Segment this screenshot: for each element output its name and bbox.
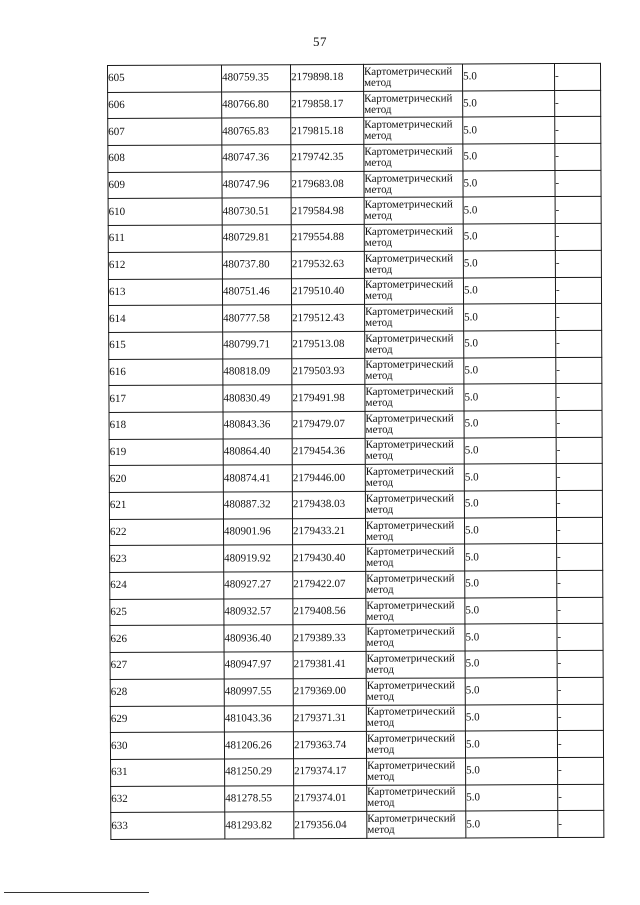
y-coordinate-cell: 2179446.00 [292, 465, 365, 492]
method-name: Картометрический [364, 225, 454, 238]
note-cell: - [555, 250, 601, 277]
method-name: Картометрический [364, 252, 454, 265]
method-name: Картометрический [364, 92, 453, 105]
point-number-cell: 618 [109, 412, 223, 439]
x-coordinate-cell: 480747.36 [222, 145, 291, 172]
point-number-cell: 617 [109, 385, 223, 412]
method-cell [364, 117, 463, 144]
note-cell: - [557, 597, 603, 624]
accuracy-cell: 5.0 [465, 597, 557, 624]
method-word: метод [364, 156, 392, 169]
point-number-cell: 613 [108, 278, 222, 305]
x-coordinate-cell: 480919.92 [224, 545, 293, 572]
x-coordinate-cell: 480927.27 [224, 572, 293, 599]
point-number-cell: 633 [111, 812, 225, 839]
method-cell [367, 811, 466, 838]
method-cell [366, 598, 465, 625]
table-row [110, 731, 603, 760]
method-name: Картометрический [367, 785, 456, 799]
method-word: метод [366, 690, 395, 703]
method-cell [365, 331, 464, 358]
y-coordinate-cell: 2179815.18 [291, 118, 364, 145]
accuracy-cell: 5.0 [464, 517, 556, 544]
method-cell [366, 678, 465, 705]
accuracy-cell: 5.0 [463, 197, 555, 224]
x-coordinate-cell: 480874.41 [223, 465, 292, 492]
x-coordinate-cell: 480901.96 [223, 518, 292, 545]
note-cell: - [555, 170, 601, 197]
note-cell: - [556, 437, 602, 464]
y-coordinate-cell: 2179381.41 [293, 652, 366, 679]
method-word: метод [366, 583, 394, 596]
method-cell [364, 144, 463, 171]
accuracy-cell: 5.0 [463, 144, 555, 171]
table-row [110, 544, 603, 573]
x-coordinate-cell: 480766.80 [222, 91, 291, 118]
method-name: Картометрический [364, 145, 453, 158]
accuracy-cell: 5.0 [464, 464, 556, 491]
note-cell: - [555, 143, 601, 170]
note-cell: - [556, 517, 602, 544]
method-word: метод [364, 236, 393, 249]
method-word: метод [366, 663, 394, 676]
coordinates-table [107, 63, 604, 840]
point-number-cell: 610 [108, 198, 222, 225]
method-cell [365, 358, 464, 385]
y-coordinate-cell: 2179532.63 [291, 251, 364, 278]
table-row [108, 143, 601, 172]
method-cell [365, 464, 464, 491]
y-coordinate-cell: 2179433.21 [292, 518, 365, 545]
note-cell: - [556, 464, 602, 491]
method-cell [366, 731, 465, 758]
point-number-cell: 627 [110, 652, 224, 679]
method-word: метод [364, 129, 392, 143]
y-coordinate-cell: 2179422.07 [293, 571, 366, 598]
method-name: Картометрический [366, 679, 455, 692]
point-number-cell: 619 [109, 439, 223, 466]
x-coordinate-cell: 480729.81 [222, 225, 291, 252]
method-name: Картометрический [365, 385, 454, 398]
method-word: метод [366, 556, 394, 570]
x-coordinate-cell: 480751.46 [222, 278, 291, 305]
x-coordinate-cell: 481278.55 [225, 785, 294, 812]
point-number-cell: 623 [110, 545, 224, 572]
note-cell: - [556, 410, 602, 437]
method-name: Картометрический [365, 519, 455, 532]
x-coordinate-cell: 480730.51 [222, 198, 291, 225]
y-coordinate-cell: 2179742.35 [291, 144, 364, 171]
x-coordinate-cell: 480777.58 [223, 305, 292, 332]
method-cell [366, 624, 465, 651]
table-row [108, 63, 601, 92]
method-name: Картометрический [366, 625, 455, 639]
y-coordinate-cell: 2179408.56 [293, 598, 366, 625]
x-coordinate-cell: 481043.36 [224, 705, 293, 732]
method-cell [364, 171, 463, 198]
coordinates-table-body [108, 63, 604, 839]
footnote-rule [4, 892, 149, 893]
y-coordinate-cell: 2179510.40 [291, 278, 364, 305]
method-cell [366, 571, 465, 598]
note-cell: - [557, 677, 603, 704]
note-cell: - [558, 784, 604, 811]
table-row [111, 811, 604, 840]
note-cell: - [557, 570, 603, 597]
x-coordinate-cell: 480799.71 [223, 332, 292, 359]
accuracy-cell: 5.0 [466, 784, 558, 811]
y-coordinate-cell: 2179374.01 [294, 785, 367, 812]
method-word: метод [364, 183, 392, 196]
method-word: метод [366, 637, 394, 650]
x-coordinate-cell: 480830.49 [223, 385, 292, 412]
method-name: Картометрический [366, 572, 455, 585]
point-number-cell: 631 [111, 759, 225, 786]
x-coordinate-cell: 480947.97 [224, 652, 293, 679]
method-cell [365, 411, 464, 438]
x-coordinate-cell: 481250.29 [225, 759, 294, 786]
accuracy-cell: 5.0 [465, 731, 557, 758]
point-number-cell: 615 [109, 332, 223, 359]
method-word: метод [365, 450, 394, 463]
note-cell: - [557, 624, 603, 651]
point-number-cell: 607 [108, 118, 222, 145]
table-row [109, 304, 602, 333]
method-cell [366, 544, 465, 571]
method-name: Картометрический [365, 465, 455, 479]
y-coordinate-cell: 2179356.04 [294, 812, 367, 839]
method-word: метод [365, 476, 394, 490]
method-cell [364, 91, 463, 118]
method-cell [366, 704, 465, 731]
note-cell: - [555, 223, 601, 250]
table-row [110, 677, 603, 706]
point-number-cell: 630 [110, 732, 224, 759]
x-coordinate-cell: 480887.32 [223, 492, 292, 519]
method-word: метод [365, 343, 393, 356]
point-number-cell: 620 [109, 465, 223, 492]
accuracy-cell: 5.0 [464, 410, 556, 437]
point-number-cell: 606 [108, 92, 222, 119]
point-number-cell: 622 [109, 519, 223, 546]
table-row [109, 410, 602, 439]
method-cell [364, 251, 463, 278]
x-coordinate-cell: 480747.96 [222, 171, 291, 198]
table-row [108, 117, 601, 146]
method-cell [365, 518, 464, 545]
y-coordinate-cell: 2179371.31 [293, 705, 366, 732]
table-row [110, 704, 603, 733]
method-name: Картометрический [366, 545, 455, 559]
table-row [109, 517, 602, 546]
method-name: Картометрический [365, 492, 455, 505]
accuracy-cell: 5.0 [464, 357, 556, 384]
y-coordinate-cell: 2179513.08 [292, 331, 365, 358]
point-number-cell: 632 [111, 786, 225, 813]
point-number-cell: 609 [108, 172, 222, 199]
table-row [109, 490, 602, 519]
y-coordinate-cell: 2179430.40 [293, 545, 366, 572]
method-word: метод [364, 263, 393, 276]
method-cell [365, 384, 464, 411]
accuracy-cell: 5.0 [463, 90, 555, 117]
point-number-cell: 628 [110, 679, 224, 706]
accuracy-cell: 5.0 [465, 651, 557, 678]
accuracy-cell: 5.0 [465, 544, 557, 571]
accuracy-cell: 5.0 [463, 277, 555, 304]
point-number-cell: 612 [108, 252, 222, 279]
note-cell: - [557, 731, 603, 758]
table-row [108, 197, 601, 226]
point-number-cell: 614 [109, 305, 223, 332]
y-coordinate-cell: 2179491.98 [292, 385, 365, 412]
method-word: метод [366, 610, 394, 623]
y-coordinate-cell: 2179479.07 [292, 411, 365, 438]
table-row [110, 624, 603, 653]
accuracy-cell: 5.0 [462, 64, 554, 91]
method-word: метод [367, 823, 395, 836]
y-coordinate-cell: 2179584.98 [291, 198, 364, 225]
method-word: метод [366, 743, 395, 756]
method-name: Картометрический [366, 599, 455, 612]
method-name: Картометрический [365, 305, 454, 318]
accuracy-cell: 5.0 [464, 437, 556, 464]
x-coordinate-cell: 480737.80 [222, 252, 291, 279]
point-number-cell: 625 [110, 599, 224, 626]
x-coordinate-cell: 480818.09 [223, 358, 292, 385]
note-cell: - [556, 304, 602, 331]
table-row [109, 464, 602, 493]
method-cell [364, 197, 463, 224]
point-number-cell: 621 [109, 492, 223, 519]
note-cell: - [557, 704, 603, 731]
table-row [109, 330, 602, 359]
table-row [108, 90, 601, 119]
y-coordinate-cell: 2179438.03 [292, 491, 365, 518]
method-name: Картометрический [366, 705, 456, 719]
accuracy-cell: 5.0 [464, 491, 556, 518]
note-cell: - [556, 357, 602, 384]
note-cell: - [556, 384, 602, 411]
table-row [109, 357, 602, 386]
accuracy-cell: 5.0 [465, 571, 557, 598]
note-cell: - [557, 544, 603, 571]
table-row [108, 250, 601, 279]
x-coordinate-cell: 480932.57 [224, 598, 293, 625]
table-row [109, 437, 602, 466]
x-coordinate-cell: 481206.26 [224, 732, 293, 759]
method-name: Картометрический [366, 732, 456, 745]
y-coordinate-cell: 2179454.36 [292, 438, 365, 465]
method-word: метод [364, 290, 393, 303]
page-number: 57 [313, 34, 327, 49]
method-word: метод [364, 76, 392, 89]
method-cell [367, 785, 466, 812]
note-cell: - [555, 197, 601, 224]
y-coordinate-cell: 2179369.00 [293, 678, 366, 705]
x-coordinate-cell: 480843.36 [223, 412, 292, 439]
note-cell: - [556, 330, 602, 357]
table-row [108, 170, 601, 199]
note-cell: - [555, 117, 601, 144]
y-coordinate-cell: 2179898.18 [291, 64, 364, 91]
table-row [109, 384, 602, 413]
method-name: Картометрический [364, 172, 453, 185]
note-cell: - [555, 90, 601, 117]
y-coordinate-cell: 2179512.43 [292, 305, 365, 332]
point-number-cell: 616 [109, 359, 223, 386]
accuracy-cell: 5.0 [465, 704, 557, 731]
x-coordinate-cell: 480765.83 [222, 118, 291, 145]
accuracy-cell: 5.0 [464, 384, 556, 411]
method-word: метод [366, 717, 395, 730]
method-cell [364, 224, 463, 251]
method-name: Картометрический [365, 358, 454, 372]
method-cell [364, 277, 463, 304]
method-word: метод [365, 503, 394, 516]
method-name: Картометрический [365, 412, 454, 425]
method-cell [365, 304, 464, 331]
method-word: метод [365, 316, 393, 329]
table-row [111, 784, 604, 813]
accuracy-cell: 5.0 [466, 811, 558, 838]
table-row [108, 223, 601, 252]
method-cell [365, 491, 464, 518]
x-coordinate-cell: 480864.40 [223, 438, 292, 465]
method-name: Картометрический [364, 278, 454, 292]
point-number-cell: 605 [108, 65, 222, 92]
accuracy-cell: 5.0 [463, 170, 555, 197]
note-cell: - [556, 490, 602, 517]
method-name: Картометрический [366, 652, 455, 665]
accuracy-cell: 5.0 [463, 117, 555, 144]
table-row [110, 570, 603, 599]
method-word: метод [367, 797, 395, 810]
x-coordinate-cell: 480997.55 [224, 679, 293, 706]
table-row [111, 757, 604, 786]
method-name: Картометрический [364, 198, 453, 212]
y-coordinate-cell: 2179389.33 [293, 625, 366, 652]
y-coordinate-cell: 2179858.17 [291, 91, 364, 118]
accuracy-cell: 5.0 [466, 757, 558, 784]
method-name: Картометрический [365, 438, 454, 452]
method-name: Картометрический [364, 118, 453, 132]
method-cell [367, 758, 466, 785]
point-number-cell: 629 [110, 705, 224, 732]
table-row [110, 650, 603, 679]
accuracy-cell: 5.0 [464, 304, 556, 331]
y-coordinate-cell: 2179554.88 [291, 225, 364, 252]
accuracy-cell: 5.0 [465, 624, 557, 651]
y-coordinate-cell: 2179374.17 [294, 758, 367, 785]
method-name: Картометрический [367, 812, 456, 825]
note-cell: - [554, 63, 600, 90]
method-word: метод [365, 396, 393, 409]
point-number-cell: 624 [110, 572, 224, 599]
point-number-cell: 608 [108, 145, 222, 172]
method-word: метод [364, 103, 392, 116]
method-word: метод [364, 210, 392, 223]
y-coordinate-cell: 2179683.08 [291, 171, 364, 198]
method-word: метод [365, 423, 393, 436]
x-coordinate-cell: 480936.40 [224, 625, 293, 652]
accuracy-cell: 5.0 [463, 250, 555, 277]
method-cell [365, 438, 464, 465]
point-number-cell: 611 [108, 225, 222, 252]
method-word: метод [367, 770, 395, 783]
method-word: метод [365, 370, 393, 383]
x-coordinate-cell: 481293.82 [225, 812, 294, 839]
table-row [108, 277, 601, 306]
note-cell: - [555, 277, 601, 304]
method-name: Картометрический [364, 65, 453, 78]
accuracy-cell: 5.0 [463, 224, 555, 251]
note-cell: - [558, 811, 604, 838]
accuracy-cell: 5.0 [464, 330, 556, 357]
x-coordinate-cell: 480759.35 [222, 65, 291, 92]
accuracy-cell: 5.0 [465, 677, 557, 704]
y-coordinate-cell: 2179363.74 [293, 732, 366, 759]
method-name: Картометрический [367, 759, 456, 772]
method-name: Картометрический [365, 332, 454, 345]
note-cell: - [557, 650, 603, 677]
method-cell [363, 64, 462, 91]
method-cell [366, 651, 465, 678]
note-cell: - [558, 757, 604, 784]
y-coordinate-cell: 2179503.93 [292, 358, 365, 385]
method-word: метод [366, 530, 394, 543]
table-row [110, 597, 603, 626]
point-number-cell: 626 [110, 625, 224, 652]
